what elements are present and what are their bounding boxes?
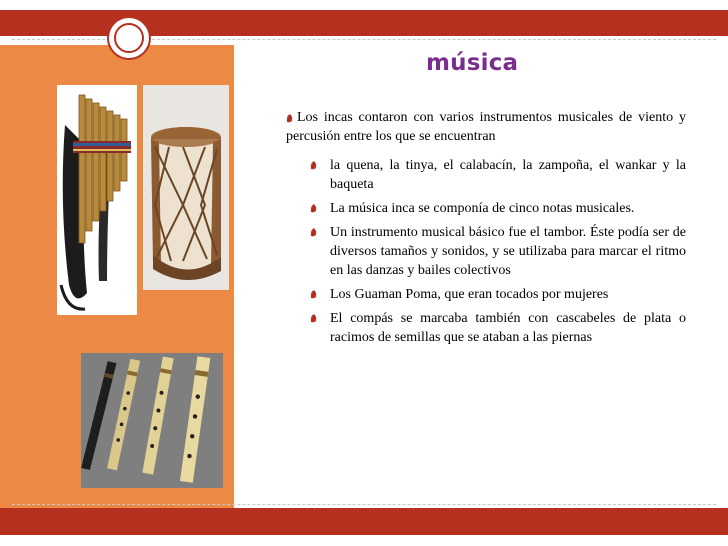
- list-item: [330, 199, 686, 218]
- slide-content: [286, 108, 686, 352]
- list-item: [330, 223, 686, 280]
- list-item-text: El compás se marcaba también con cascabeles de plata o racimos de semillas que se ataban a las piernas: [330, 311, 686, 345]
- slide-title: música: [426, 50, 519, 76]
- list-item-text: Un instrumento musical básico fue el tambor. Éste podía ser de diversos tamaños y sonidos, y se utilizaba para marcar el ritmo en las danzas y bailes colectivos: [330, 225, 686, 278]
- leaf-bullet-icon: [310, 203, 318, 213]
- bottom-divider: [12, 504, 716, 505]
- quena-flutes-photo: [81, 353, 223, 488]
- leaf-bullet-icon: [310, 313, 318, 323]
- leaf-bullet-icon: [310, 160, 318, 170]
- leaf-bullet-icon: [310, 227, 318, 237]
- panpipe-photo: [57, 85, 137, 315]
- leaf-bullet-icon: [310, 289, 318, 299]
- intro-paragraph: [286, 108, 686, 146]
- list-item-text: Los Guaman Poma, que eran tocados por mujeres: [330, 287, 609, 302]
- intro-text: Los incas contaron con varios instrumentos musicales de viento y percusión entre los que se encuentran: [286, 110, 686, 144]
- bottom-band: [0, 508, 728, 535]
- drum-photo: [143, 85, 229, 290]
- list-item: [330, 309, 686, 347]
- list-item-text: la quena, la tinya, el calabacín, la zampoña, el wankar y la baqueta: [330, 158, 686, 192]
- list-item: [330, 285, 686, 304]
- list-item-text: La música inca se componía de cinco notas musicales.: [330, 201, 635, 216]
- circle-emblem-icon: [107, 16, 151, 60]
- bullet-list: [286, 156, 686, 347]
- leaf-bullet-icon: [286, 113, 294, 123]
- list-item: [330, 156, 686, 194]
